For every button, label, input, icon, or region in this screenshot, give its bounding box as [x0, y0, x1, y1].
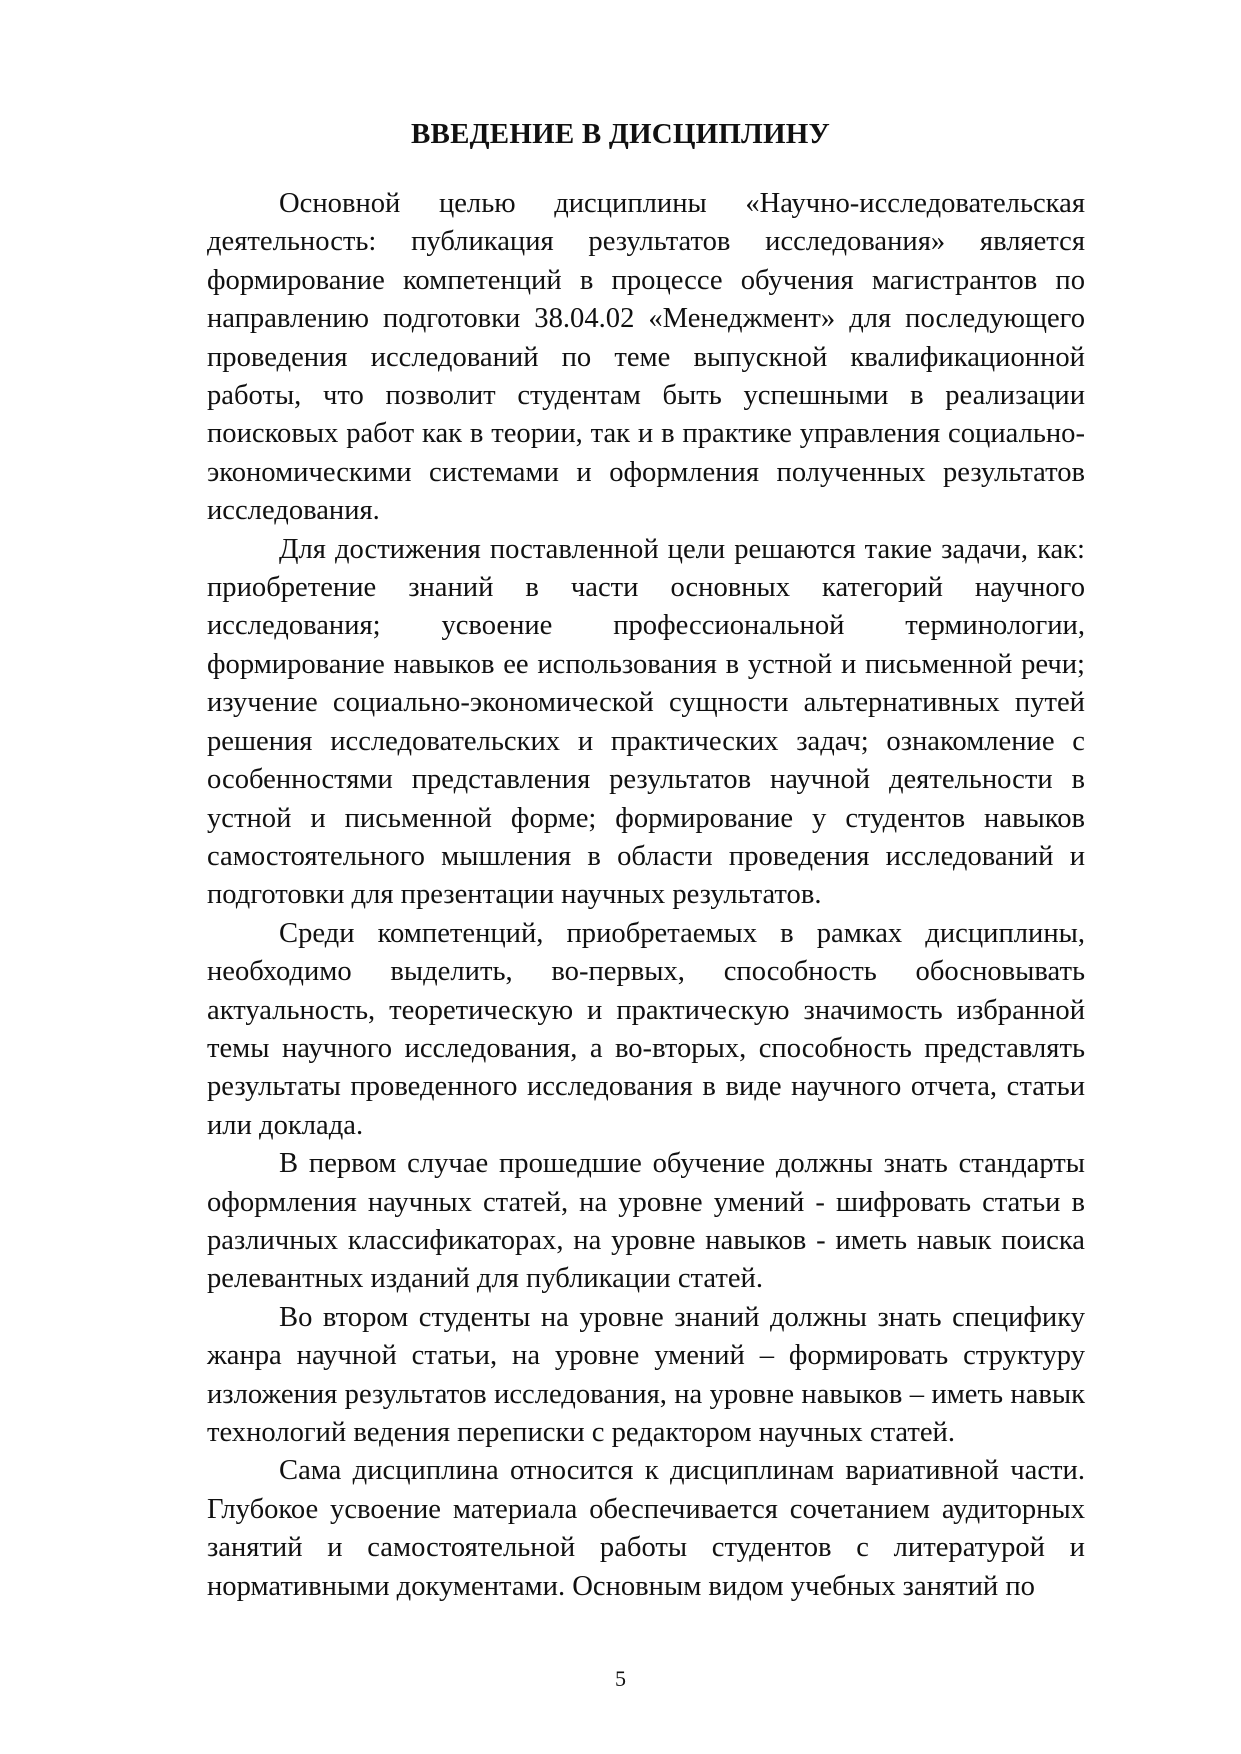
paragraph-discipline-part: Сама дисциплина относится к дисциплинам вариативной части. Глубокое усвоение материала обеспечивается сочетанием аудиторных занятий и самостоятельной работы студентов с литературой и нормативными документами. Основным видом учебных занятий по	[207, 1455, 1085, 1602]
page-number: 5	[615, 1666, 626, 1691]
paragraph-course-goal: Основной целью дисциплины «Научно-исследовательская деятельность: публикация результатов исследования» является формирование компетенций в процессе обучения магистрантов по направлению подготовки 38.04.02 «Менеджмент» для последующего проведения исследований по теме выпускной квалификационной работы, что позволит студентам быть успешными в реализации поисковых работ как в теории, так и в практике управления социально-экономическими системами и оформления полученных результатов исследования.	[207, 188, 1085, 527]
paragraph-first-case: В первом случае прошедшие обучение должны знать стандарты оформления научных статей, на уровне умений - шифровать статьи в различных классификаторах, на уровне навыков - иметь навык поиска релевантных изданий для публикации статей.	[207, 1148, 1085, 1295]
document-body	[207, 185, 1085, 1606]
paragraph-course-tasks: Для достижения поставленной цели решаются такие задачи, как: приобретение знаний в части основных категорий научного исследования; усвоение профессиональной терминологии, формирование навыков ее использования в устной и письменной речи; изучение социально-экономической сущности альтернативных путей решения исследовательских и практических задач; ознакомление с особенностями представления результатов научной деятельности в устной и письменной форме; формирование у студентов навыков самостоятельного мышления в области проведения исследований и подготовки для презентации научных результатов.	[207, 533, 1085, 911]
page-title: ВВЕДЕНИЕ В ДИСЦИПЛИНУ	[411, 118, 830, 150]
paragraph-second-case: Во втором студенты на уровне знаний должны знать специфику жанра научной статьи, на уровне умений – формировать структуру изложения результатов исследования, на уровне навыков – иметь навык технологий ведения переписки с редактором научных статей.	[207, 1301, 1085, 1448]
paragraph-competencies: Среди компетенций, приобретаемых в рамках дисциплины, необходимо выделить, во-первых, способность обосновывать актуальность, теоретическую и практическую значимость избранной темы научного исследования, а во-вторых, способность представлять результаты проведенного исследования в виде научного отчета, статьи или доклада.	[207, 917, 1085, 1141]
